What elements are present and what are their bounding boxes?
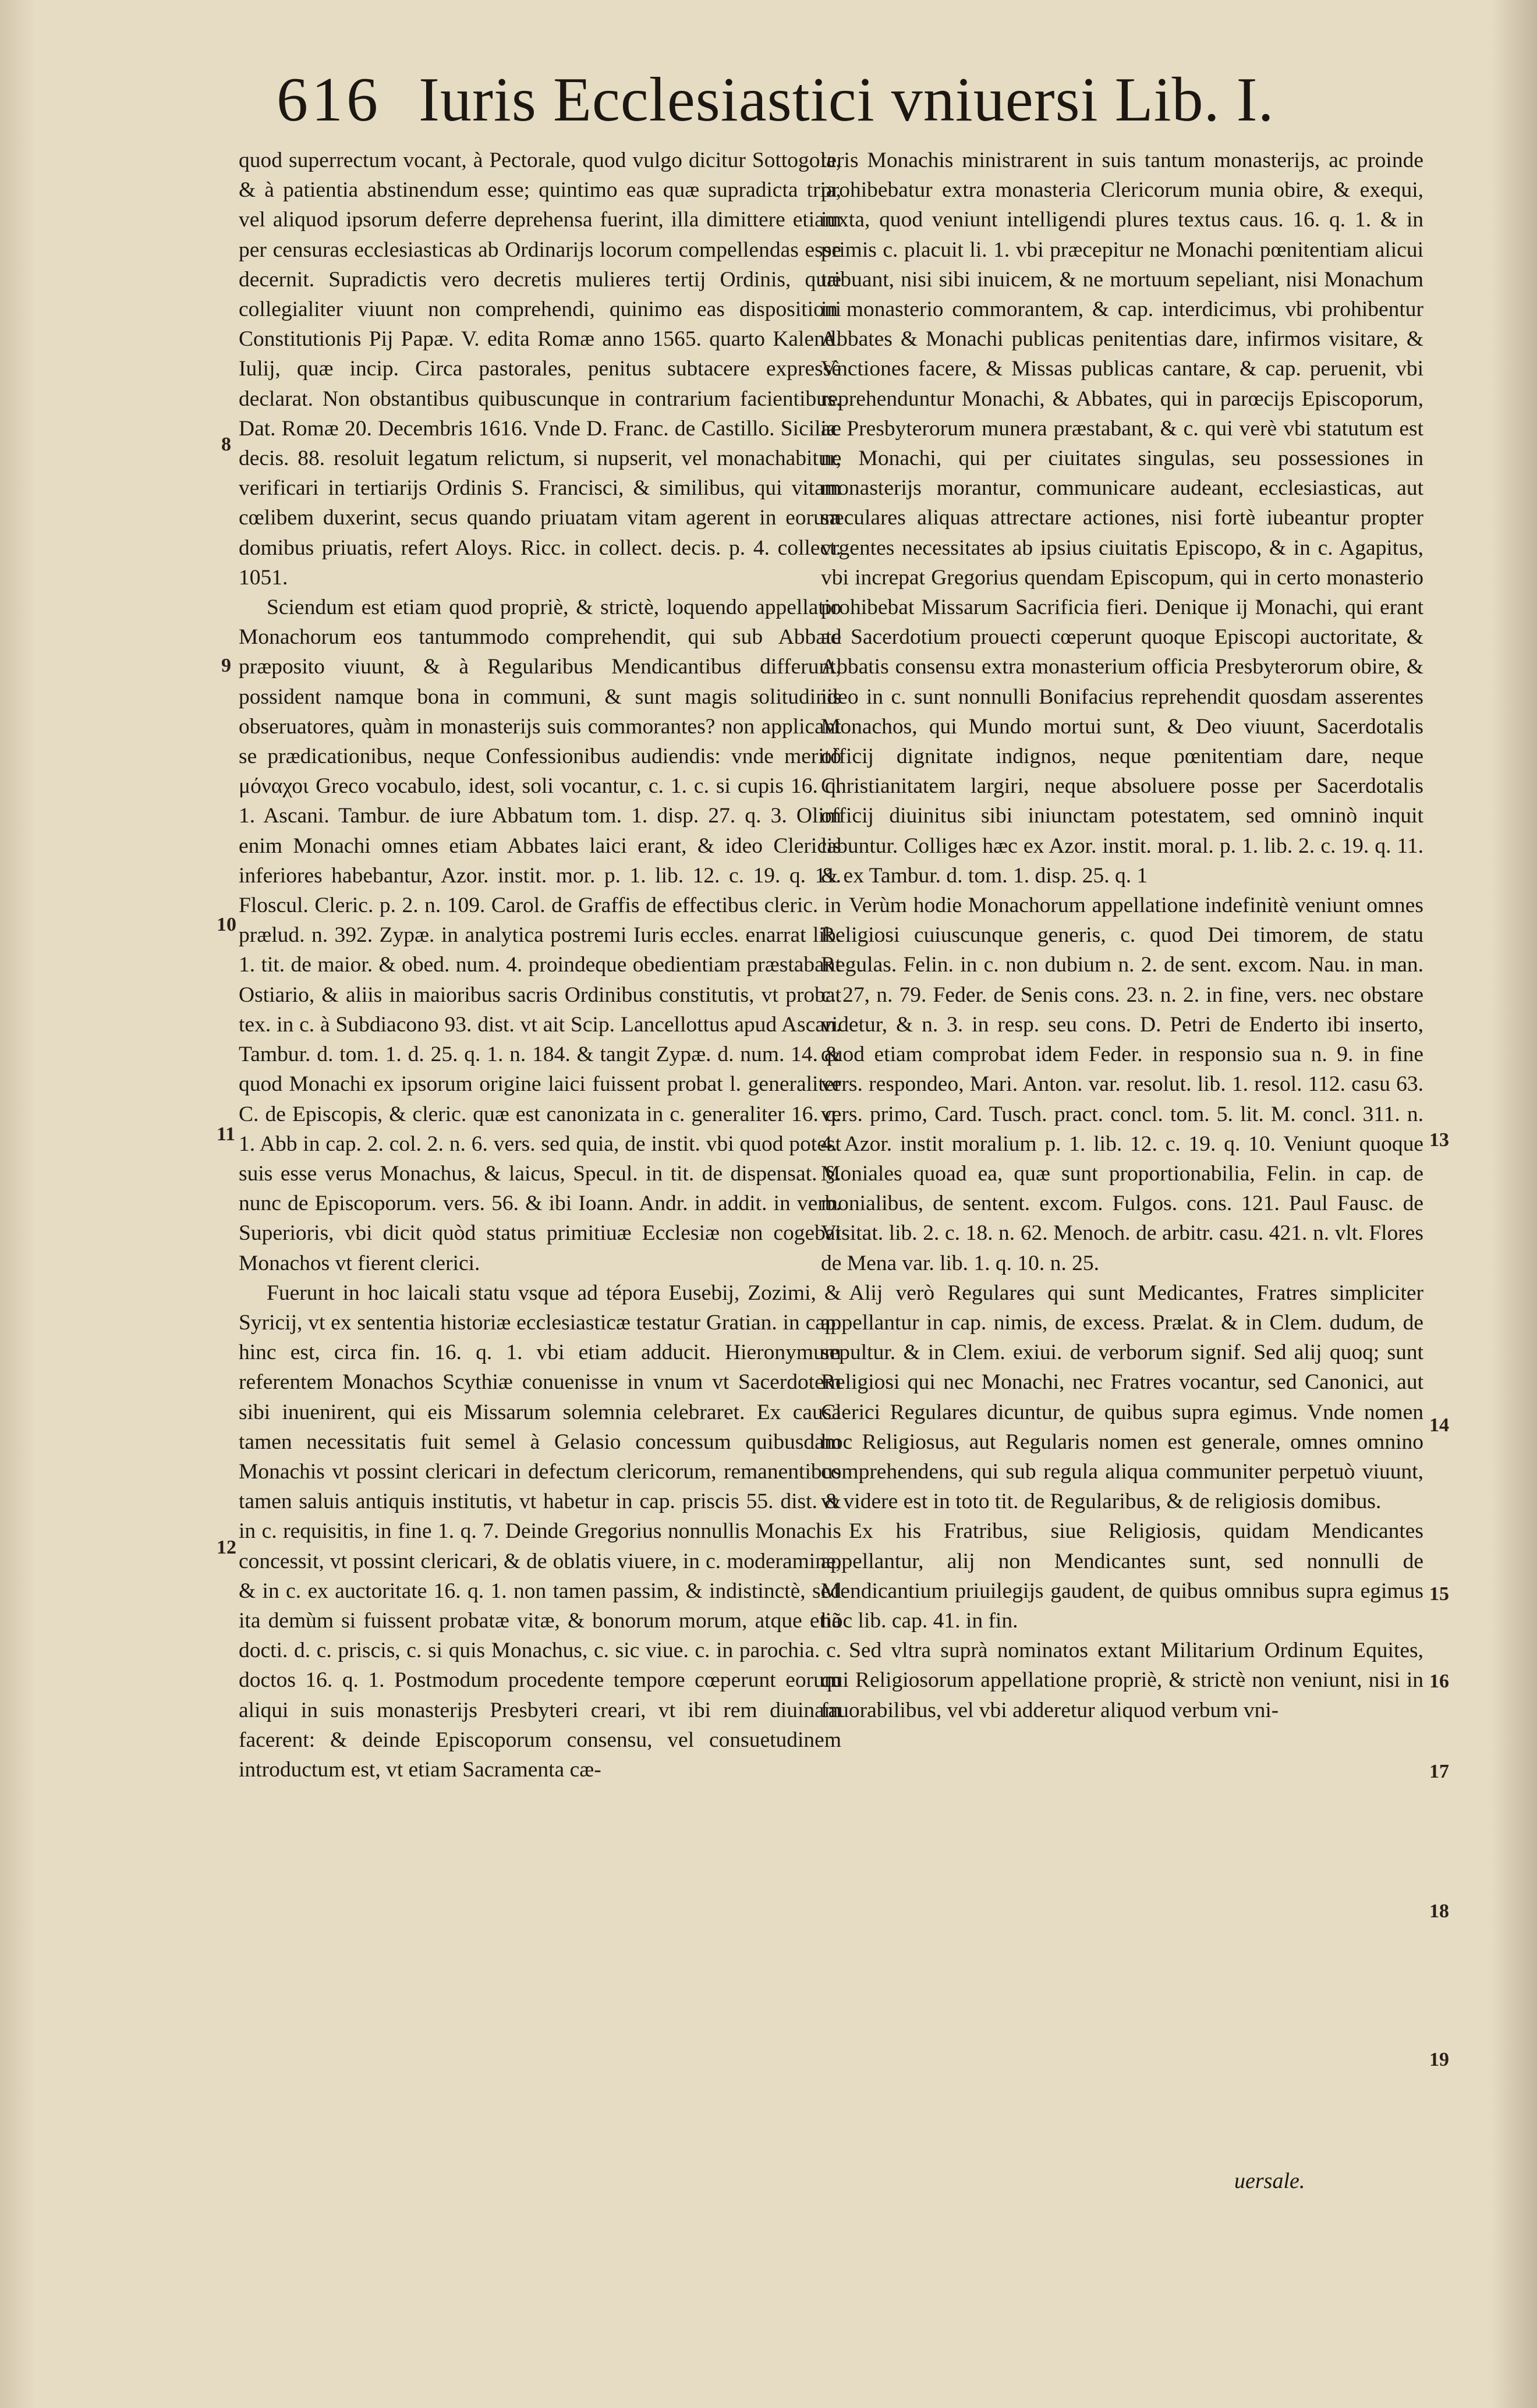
- paragraph: quod superrectum vocant, à Pectorale, quod vulgo dicitur Sottogola, & à patientia abstinendum esse; quintimo eas quæ supradicta tria, vel aliquod ipsorum deferre deprehensa fuerint, illa dimittere etiam per censuras ecclesiasticas ab Ordinarijs locorum compellendas esse decernit. Supradictis vero decretis mulieres tertij Ordinis, quæ collegialiter viuunt non comprehendi, quinimo eas dispositioni Constitutionis Pij Papæ. V. edita Romæ anno 1565. quarto Kalend. Iulij, quæ incip. Circa pastorales, penitus subtacere expressè declarat. Non obstantibus quibuscunque in contrarium facientibus. Dat. Romæ 20. Decembris 1616. Vnde D. Franc. de Castillo. Siciliæ decis. 88. resoluit legatum relictum, si nupserit, vel monachabitur, verificari in tertiarijs Ordinis S. Francisci, & similibus, qui vitam cœlibem duxerint, secus quando priuatam vitam agerent in eorum domibus priuatis, refert Aloys. Ricc. in collect. decis. p. 4. collect. 1051.: [239, 148, 841, 590]
- margin-number-11: 11: [217, 1123, 236, 1145]
- catchword: uersale.: [1234, 2169, 1305, 2193]
- left-column: [239, 146, 841, 2241]
- margin-number-18: 18: [1429, 1900, 1449, 1922]
- margin-number-17: 17: [1429, 1761, 1449, 1782]
- margin-number-16: 16: [1429, 1671, 1449, 1692]
- margin-number-15: 15: [1429, 1583, 1449, 1605]
- running-title: Iuris Ecclesiastici vniuersi Lib. I.: [419, 65, 1274, 134]
- paragraph: Alij verò Regulares qui sunt Medicantes, Fratres simpliciter appellantur in cap. nimis, de excess. Prælat. & in Clem. dudum, de sepultur. & in Clem. exiui. de verborum signif. Sed alij quoq; sunt Religiosi qui nec Monachi, nec Fratres vocantur, sed Canonici, aut Clerici Regulares dicuntur, de quibus supra egimus. Vnde nomen hoc Religiosus, aut Regularis nomen est generale, omnes omnino comprehendens, qui sub regula aliqua communiter perpetuò viuunt, vt videre est in toto tit. de Regularibus, & de religiosis domibus.: [821, 1281, 1423, 1514]
- paragraph: Fuerunt in hoc laicali statu vsque ad tépora Eusebij, Zozimi, & Syricij, vt ex sententia historiæ ecclesiasticæ testatur Gratian. in cap. hinc est, circa fin. 16. q. 1. vbi etiam adducit. Hieronymum referentem Monachos Scythiæ conuenisse in vnum vt Sacerdotem sibi inuenirent, qui eis Missarum solemnia celebraret. Ex causa tamen necessitatis fuit semel à Gelasio concessum quibusdam Monachis vt possint clericari in defectum clericorum, remanentibus tamen saluis antiquis institutis, vt habetur in cap. priscis 55. dist. & in c. requisitis, in fine 1. q. 7. Deinde Gregorius nonnullis Monachis concessit, vt possint clericari, & de oblatis viuere, in c. moderamine, & in c. ex auctoritate 16. q. 1. non tamen passim, & indistinctè, sed ita demùm si fuissent probatæ vitæ, & bonorum morum, atque etiã docti. d. c. priscis, c. si quis Monachus, c. sic viue. c. in parochia. c. doctos 16. q. 1. Postmodum procedente tempore cœperunt eorum aliqui in suis monasterijs Presbyteri creari, vt ibi rem diuinam facerent: & deinde Episcoporum consensu, vel consuetudinem introductum est, vt etiam Sacramenta cæ-: [239, 1281, 841, 1782]
- margin-number-9: 9: [221, 655, 231, 676]
- margin-number-19: 19: [1429, 2049, 1449, 2070]
- margin-number-13: 13: [1429, 1129, 1449, 1151]
- margin-number-10: 10: [217, 914, 236, 935]
- right-column: [821, 146, 1423, 2241]
- page-number: 616: [277, 65, 381, 134]
- paragraph: Sed vltra suprà nominatos extant Militarium Ordinum Equites, qui Religiosorum appellatione propriè, & strictè non veniunt, nisi in fauorabilibus, vel vbi adderetur aliquod verbum vni-: [821, 1639, 1423, 1722]
- paragraph: Ex his Fratribus, siue Religiosis, quidam Mendicantes appellantur, alij non Mendicantes sunt, sed nonnulli de Mendicantium priuilegijs gaudent, de quibus omnibus supra egimus hoc lib. cap. 41. in fin.: [821, 1519, 1423, 1633]
- paragraph: Sciendum est etiam quod propriè, & strictè, loquendo appellatio Monachorum eos tantummodo comprehendit, qui sub Abbate præposito viuunt, & à Regularibus Mendicantibus differunt, possident namque bona in communi, & sunt magis solitudinis obseruatores, quàm in monasterijs suis commorantes? non applicant se prædicationibus, neque Confessionibus audiendis: vnde meritò μόναχοι Greco vocabulo, idest, soli vocantur, c. 1. c. si cupis 16. q. 1. Ascani. Tambur. de iure Abbatum tom. 1. disp. 27. q. 3. Olim enim Monachi omnes etiam Abbates laici erant, & ideo Clericis inferiores habebantur, Azor. instit. mor. p. 1. lib. 12. c. 19. q. 11. Floscul. Cleric. p. 2. n. 109. Carol. de Graffis de effectibus cleric. in prælud. n. 392. Zypæ. in analytica postremi Iuris eccles. enarrat lib. 1. tit. de maior. & obed. num. 4. proindeque obedientiam præstabant Ostiario, & aliis in maioribus sacris Ordinibus constitutis, vt probat tex. in c. à Subdiacono 93. dist. vt ait Scip. Lancellottus apud Ascan. Tambur. d. tom. 1. d. 25. q. 1. n. 184. & tangit Zypæ. d. num. 14. & quod Monachi ex ipsorum origine laici fuissent probat l. generaliter C. de Episcopis, & cleric. quæ est canonizata in c. generaliter 16. q. 1. Abb in cap. 2. col. 2. n. 6. vers. sed quia, de instit. vbi quod potest suis esse verus Monachus, & laicus, Specul. in tit. de dispensat. §. nunc de Episcoporum. vers. 56. & ibi Ioann. Andr. in addit. in verb. Superioris, vbi dicit quòd status primitiuæ Ecclesiæ non cogebat Monachos vt fierent clerici.: [239, 595, 841, 1275]
- paragraph: Verùm hodie Monachorum appellatione indefinitè veniunt omnes Religiosi cuiuscunque generis, c. quod Dei timorem, de statu Regulas. Felin. in c. non dubium n. 2. de sent. excom. Nau. in man. c. 27, n. 79. Feder. de Senis cons. 23. n. 2. in fine, vers. nec obstare videtur, & n. 3. in resp. seu cons. D. Petri de Enderto ibi inserto, quod etiam comprobat idem Feder. in responsio sua n. 9. in fine vers. respondeo, Mari. Anton. var. resolut. lib. 1. resol. 112. casu 63. vers. primo, Card. Tusch. pract. concl. tom. 5. lit. M. concl. 311. n. 4. Azor. instit moralium p. 1. lib. 12. c. 19. q. 10. Veniunt quoque Moniales quoad ea, quæ sunt proportionabilia, Felin. in cap. de monialibus, de sentent. excom. Fulgos. cons. 121. Paul Fausc. de Visitat. lib. 2. c. 18. n. 62. Menoch. de arbitr. casu. 421. n. vlt. Flores de Mena var. lib. 1. q. 10. n. 25.: [821, 893, 1423, 1275]
- paragraph: teris Monachis ministrarent in suis tantum monasterijs, ac proinde prohibebatur extra monasteria Clericorum munia obire, & exequi, iuxta, quod veniunt intelligendi plures textus caus. 16. q. 1. & in primis c. placuit li. 1. vbi præcepitur ne Monachi pœnitentiam alicui tribuant, nisi sibi inuicem, & ne mortuum sepeliant, nisi Monachum in monasterio commorantem, & cap. interdicimus, vbi prohibentur Abbates & Monachi publicas penitentias dare, infirmos visitare, & Vnctiones facere, & Missas publicas cantare, & cap. peruenit, vbi reprehenduntur Monachi, & Abbates, qui in parœcijs Episcoporum, ac Presbyterorum munera præstabant, & c. qui verè vbi statutum est ne Monachi, qui per ciuitates singulas, seu possessiones in monasterijs morantur, communicare audeant, ecclesiasticas, aut sæculares aliquas attrectare actiones, nisi fortè iubeantur propter vrgentes necessitates ab ipsius ciuitatis Episcopo, & in c. Agapitus, vbi increpat Gregorius quendam Episcopum, qui in certo monasterio prohibebat Missarum Sacrificia fieri. Denique ij Monachi, qui erant ad Sacerdotium prouecti cœperunt quoque Episcopi auctoritate, & Abbatis consensu extra monasterium officia Presbyterorum obire, & ideo in c. sunt nonnulli Bonifacius reprehendit quosdam asserentes Monachos, qui Mundo mortui sunt, & Deo viuunt, Sacerdotalis officij dignitate indignos, neque pœnitentiam dare, neque Christianitatem largiri, neque absoluere posse per Sacerdotalis officij diuinitus sibi iniunctam potestatem, sed omninò inquit labuntur. Colliges hæc ex Azor. instit. moral. p. 1. lib. 2. c. 19. q. 11. & ex Tambur. d. tom. 1. disp. 25. q. 1: [821, 148, 1423, 888]
- margin-number-8: 8: [221, 434, 231, 455]
- margin-number-12: 12: [217, 1537, 236, 1558]
- margin-number-14: 14: [1429, 1414, 1449, 1436]
- page-header: [277, 64, 1324, 146]
